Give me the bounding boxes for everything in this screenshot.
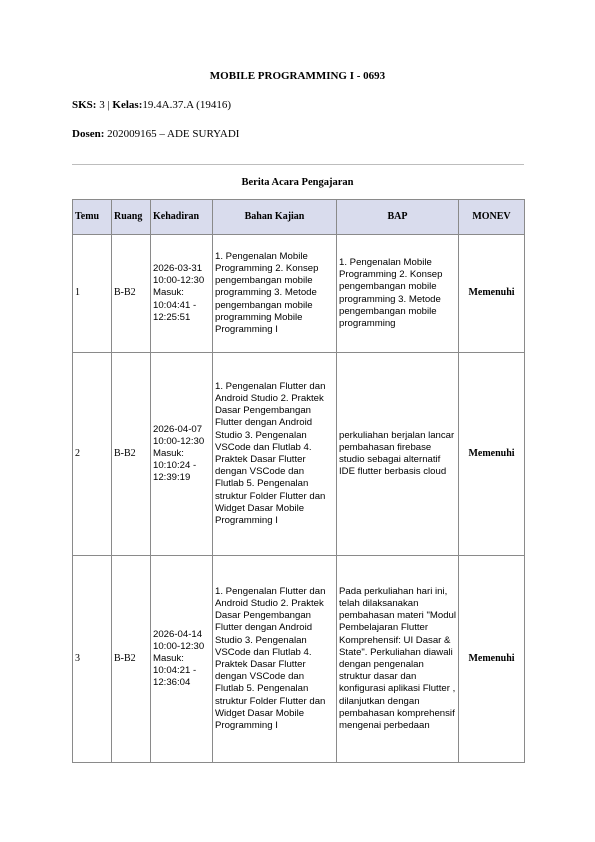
header-kehadiran: Kehadiran bbox=[151, 200, 213, 235]
lecturer-line bbox=[72, 128, 239, 140]
table-row bbox=[73, 556, 525, 763]
dosen-value: 202009165 – ADE SURYADI bbox=[107, 128, 240, 140]
cell-temu: 1 bbox=[73, 235, 112, 353]
kelas-value: 19.4A.37.A (19416) bbox=[142, 99, 231, 111]
header-bahan-kajian: Bahan Kajian bbox=[213, 200, 337, 235]
cell-bahan-kajian: 1. Pengenalan Flutter dan Android Studio 2. Praktek Dasar Pengembangan Flutter dengan Android Studio 3. Pengenalan VSCode dan Flutlab 4. Praktek Dasar Flutter dengan VSCode dan Flutlab 5. Pengenalan struktur Folder Flutter dan Widget Dasar Mobile Programming I bbox=[213, 353, 337, 556]
course-title: MOBILE PROGRAMMING I - 0693 bbox=[209, 70, 386, 82]
cell-kehadiran: 2026-04-14 10:00-12:30 Masuk: 10:04:21 - 12:36:04 bbox=[151, 556, 213, 763]
course-info-line bbox=[72, 99, 231, 111]
kelas-label: Kelas: bbox=[112, 99, 143, 111]
section-title: Berita Acara Pengajaran bbox=[241, 177, 354, 188]
horizontal-divider bbox=[72, 164, 524, 165]
sks-label: SKS: bbox=[72, 99, 97, 111]
cell-bahan-kajian: 1. Pengenalan Flutter dan Android Studio 2. Praktek Dasar Pengembangan Flutter dengan Android Studio 3. Pengenalan VSCode dan Flutlab 4. Praktek Dasar Flutter dengan VSCode dan Flutlab 5. Pengenalan struktur Folder Flutter dan Widget Dasar Mobile Programming I bbox=[213, 556, 337, 763]
cell-bahan-kajian: 1. Pengenalan Mobile Programming 2. Konsep pengembangan mobile programming 3. Metode pengembangan mobile programming Mobile Programming I bbox=[213, 235, 337, 353]
cell-ruang: B-B2 bbox=[112, 235, 151, 353]
header-temu: Temu bbox=[73, 200, 112, 235]
sks-value: 3 bbox=[99, 99, 105, 111]
cell-monev: Memenuhi bbox=[459, 353, 525, 556]
cell-bap: perkuliahan berjalan lancar pembahasan firebase studio sebagai alternatif IDE flutter berbasis cloud bbox=[337, 353, 459, 556]
cell-bap: 1. Pengenalan Mobile Programming 2. Konsep pengembangan mobile programming 3. Metode pengembangan mobile programming bbox=[337, 235, 459, 353]
table-header-row bbox=[73, 200, 525, 235]
header-bap: BAP bbox=[337, 200, 459, 235]
cell-temu: 2 bbox=[73, 353, 112, 556]
table-row bbox=[73, 235, 525, 353]
header-monev: MONEV bbox=[459, 200, 525, 235]
cell-ruang: B-B2 bbox=[112, 353, 151, 556]
header-ruang: Ruang bbox=[112, 200, 151, 235]
cell-bap: Pada perkuliahan hari ini, telah dilaksanakan pembahasan materi "Modul Pembelajaran Flutter Komprehensif: UI Dasar & State". Perkuliahan diawali dengan pengenalan struktur dasar dan konfigurasi aplikasi Flutter , dilanjutkan dengan pembahasan komprehensif mengenai perbedaan bbox=[337, 556, 459, 763]
dosen-label: Dosen: bbox=[72, 128, 105, 140]
cell-monev: Memenuhi bbox=[459, 556, 525, 763]
cell-temu: 3 bbox=[73, 556, 112, 763]
cell-kehadiran: 2026-04-07 10:00-12:30 Masuk: 10:10:24 - 12:39:19 bbox=[151, 353, 213, 556]
cell-kehadiran: 2026-03-31 10:00-12:30 Masuk: 10:04:41 - 12:25:51 bbox=[151, 235, 213, 353]
teaching-report-table bbox=[72, 199, 525, 763]
info-separator: | bbox=[107, 99, 110, 111]
cell-monev: Memenuhi bbox=[459, 235, 525, 353]
cell-ruang: B-B2 bbox=[112, 556, 151, 763]
table-row bbox=[73, 353, 525, 556]
